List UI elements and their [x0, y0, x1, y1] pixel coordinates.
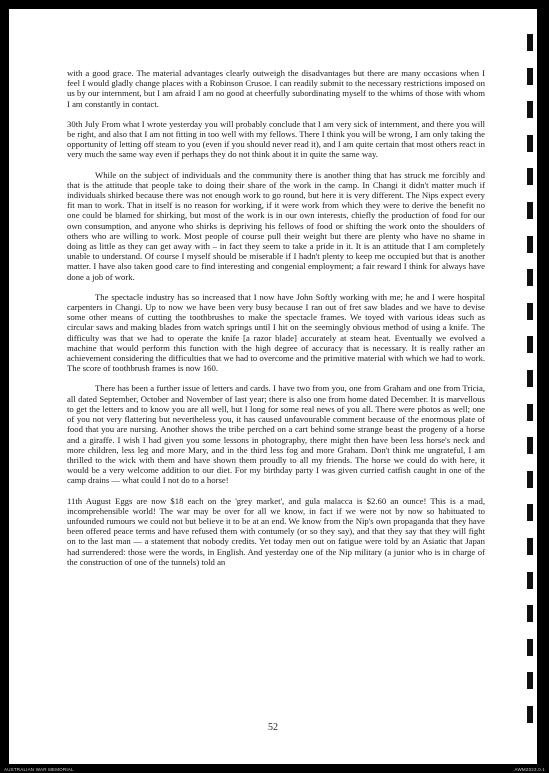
binding-mark	[527, 639, 533, 656]
binding-mark	[527, 504, 533, 521]
binding-mark	[527, 34, 533, 51]
binding-mark	[527, 538, 533, 555]
paragraph-2: 30th July From what I wrote yesterday you will probably conclude that I am very sick of internment, and there you will be right, and also that I am not fitting in too well with my fellows. There I think you will be wrong, I am only taking the opportunity of letting off steam to you (even if you should never read it), and I am quite certain that most others react in very much the same way even if perhaps they do not think about it in quite the same way.	[67, 118, 485, 160]
binding-mark	[527, 202, 533, 219]
binding-mark	[527, 68, 533, 85]
paragraph-1: with a good grace. The material advantages clearly outweigh the disadvantages but there are many occasions when I feel I would gladly change places with a Robinson Crusoe. I can readily submit to the necessary restrictions imposed on us by our internment, but I am afraid I am no good at cheerfully subordinating myself to the whims of those with whom I am constantly in contact.	[67, 68, 485, 109]
binding-mark	[527, 101, 533, 118]
binding-mark	[527, 168, 533, 185]
paragraph-3: While on the subject of individuals and the community there is another thing that has struck me forcibly and that is the attitude that people take to doing their share of the work in the camp. In Changi it didn't matter much if individuals shirked because there was not enough work to go round, but here it is very different. The Nips expect every fit man to work. That in itself is no reason for working, if it were work from which they were to derive the benefit no one could be blamed for shirking, but most of the work is in our own interests, chiefly the production of food for our own consumption, and anyone who shirks is depriving his fellows of food or shifting the work onto the shoulders of others who are willing to work. Most people of course pull their weight but there are plenty who have no shame in doing as little as they can get away with – in fact they seem to take a pride in it. It is an attitude that I am completely unable to understand. Of course I myself should be miserable if I hadn't plenty to keep me occupied but that is another matter. I have also taken good care to find interesting and congenial employment; a fair reward I think for always have done a job of work.	[67, 169, 485, 282]
binding-mark	[527, 471, 533, 488]
paragraph-5: There has been a further issue of letters and cards. I have two from you, one from Graham and one from Tricia, all dated September, October and November of last year; there is also one from home dated December. It is marvellous to get the letters and to know you are all well, but I long for some real news of you all. There were photos as well; one of you not very flattering but nevertheless you, it has caused unfavourable comment because of the enormous plate of food that you are nursing. Another shows the tribe perched on a cart behind some strange beast the progeny of a horse and a giraffe. I wish I had given you some lessons in photography, there might then have been less horse's neck and more children, less leg and more Mary, and in the third less fog and more Graham. Don't think me ungrateful, I am thrilled to the wick with them and have shown them proudly to all my friends. The horse we could do with here, it would be a very welcome addition to our diet. For my birthday party I was given curried catfish caught in one of the camp drains — what could I not do to a horse!	[67, 383, 485, 486]
binding-mark	[527, 572, 533, 589]
binding-mark	[527, 706, 533, 723]
footer-reference: AWM2023.0.1	[514, 767, 545, 772]
document-page	[9, 9, 537, 764]
document-body	[67, 68, 485, 577]
binding-marks	[527, 0, 535, 773]
paragraph-6: 11th August Eggs are now $18 each on the 'grey market', and gula malacca is $2.60 an ounce! This is a mad, incomprehensible world! The war may be over for all we know, in fact if we were not by now so habituated to unfounded rumours we could not but believe it to be at an end. We know from the Nip's own propaganda that they have been offered peace terms and have refused them with contumely (or so they say), and that they say that they will fight on to the last man — a statement that nobody credits. Yet today men out on fatigue were told by an Asiatic that Japan had surrendered: those were the words, in English. And yesterday one of the Nip military (a junior who is in charge of the construction of one of the tunnels) told an	[67, 495, 485, 567]
binding-mark	[527, 404, 533, 421]
page-number: 52	[268, 722, 278, 733]
binding-mark	[527, 236, 533, 253]
binding-mark	[527, 605, 533, 622]
binding-mark	[527, 135, 533, 152]
binding-mark	[527, 370, 533, 387]
binding-mark	[527, 336, 533, 353]
paragraph-4: The spectacle industry has so increased that I now have John Softly working with me; he and I were hospital carpenters in Changi. Up to now we have been very busy because I ran out of fret saw blades and we have to devise some other means of cutting the toothbrushes to make the spectacle frames. We toyed with various ideas such as circular saws and making blades from watch springs until I hit on the seemingly obvious method of using a knife. The difficulty was that we had to operate the knife [a razor blade] accurately at steam heat. Eventually we evolved a machine that would perform this function with the high degree of accuracy that is necessary. It is really rather an achievement considering the difficulties that we had to overcome and the primitive material with which we had to work. The score of toothbrush frames is now 160.	[67, 291, 485, 374]
binding-mark	[527, 269, 533, 286]
binding-mark	[527, 672, 533, 689]
binding-mark	[527, 437, 533, 454]
footer-archive-label: AUSTRALIAN WAR MEMORIAL	[4, 767, 74, 772]
binding-mark	[527, 303, 533, 320]
